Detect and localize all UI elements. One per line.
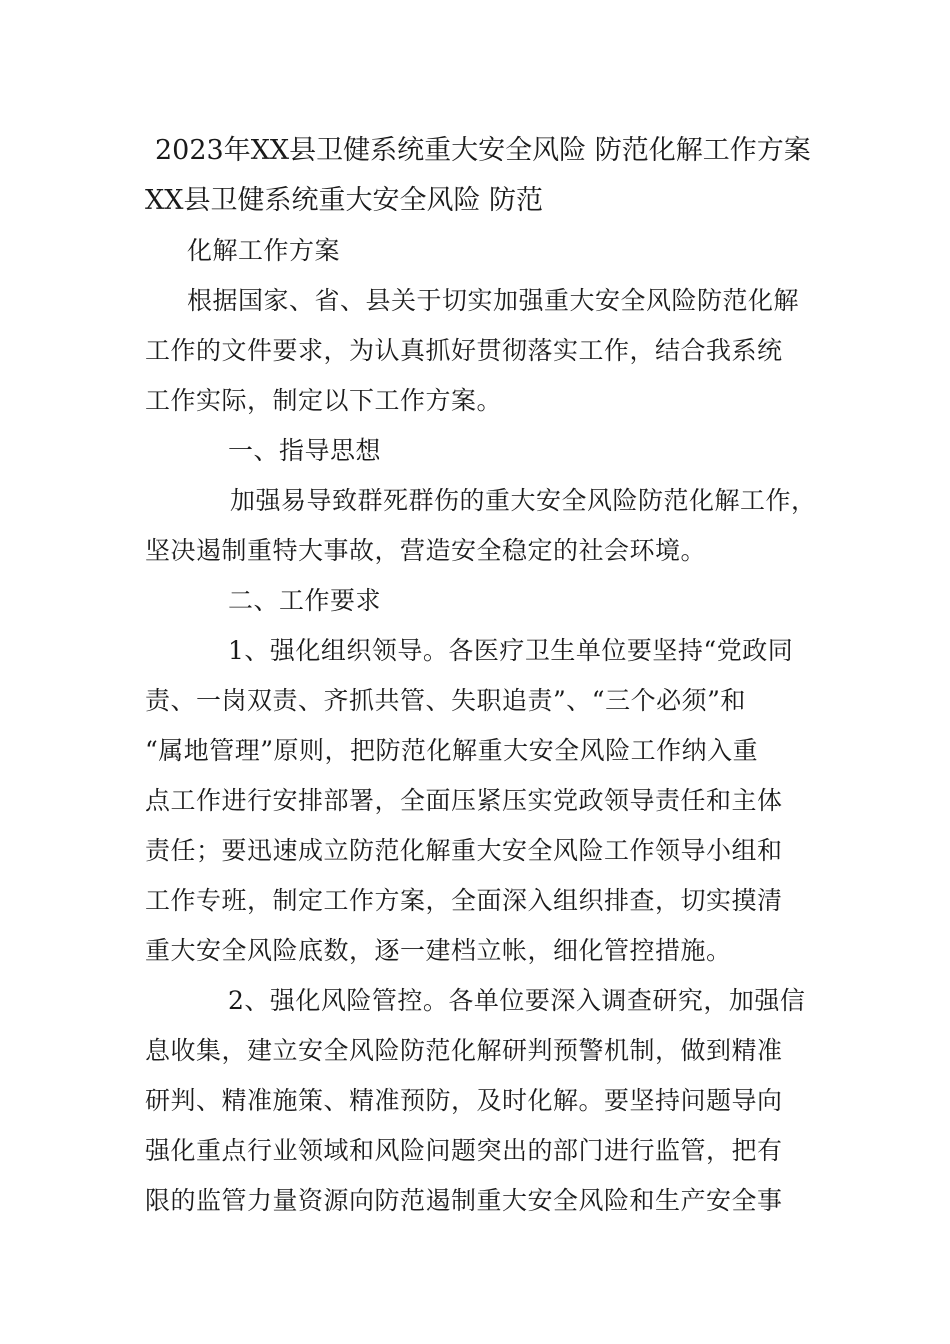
intro-line: 工作实际，制定以下工作方案。 <box>145 386 503 415</box>
section-2-heading: 二、工作要求 <box>228 586 382 615</box>
intro-line: 工作的文件要求，为认真抓好贯彻落实工作，结合我系统 <box>145 336 783 365</box>
item-2-line: 息收集，建立安全风险防范化解研判预警机制，做到精准 <box>145 1036 783 1065</box>
item-1-line: “属地管理”原则，把防范化解重大安全风险工作纳入重 <box>145 736 759 765</box>
section-1-body-line: 坚决遏制重特大事故，营造安全稳定的社会环境。 <box>145 536 707 565</box>
document-title-line-2: XX县卫健系统重大安全风险 防范 <box>145 185 544 216</box>
item-2-line: 限的监管力量资源向防范遏制重大安全风险和生产安全事 <box>145 1186 783 1215</box>
item-2-line: 研判、精准施策、精准预防，及时化解。要坚持问题导向 <box>145 1086 783 1115</box>
document-title-line-1: 2023年XX县卫健系统重大安全风险 防范化解工作方案 <box>155 135 811 166</box>
item-1-line: 点工作进行安排部署，全面压紧压实党政领导责任和主体 <box>145 786 783 815</box>
item-1-line: 1、强化组织领导。各医疗卫生单位要坚持“党政同 <box>228 636 794 665</box>
intro-line: 根据国家、省、县关于切实加强重大安全风险防范化解 <box>187 286 800 315</box>
document-title-line-3: 化解工作方案 <box>187 236 341 265</box>
section-1-body-line: 加强易导致群死群伤的重大安全风险防范化解工作， <box>230 486 817 515</box>
item-2-line: 2、强化风险管控。各单位要深入调查研究，加强信 <box>228 986 806 1015</box>
item-1-line: 重大安全风险底数，逐一建档立帐，细化管控措施。 <box>145 936 732 965</box>
section-1-heading: 一、指导思想 <box>228 436 382 465</box>
item-1-line: 责任；要迅速成立防范化解重大安全风险工作领导小组和 <box>145 836 783 865</box>
item-2-line: 强化重点行业领域和风险问题突出的部门进行监管，把有 <box>145 1136 783 1165</box>
item-1-line: 责、一岗双责、齐抓共管、失职追责”、“三个必须”和 <box>145 686 746 715</box>
item-1-line: 工作专班，制定工作方案，全面深入组织排查，切实摸清 <box>145 886 783 915</box>
